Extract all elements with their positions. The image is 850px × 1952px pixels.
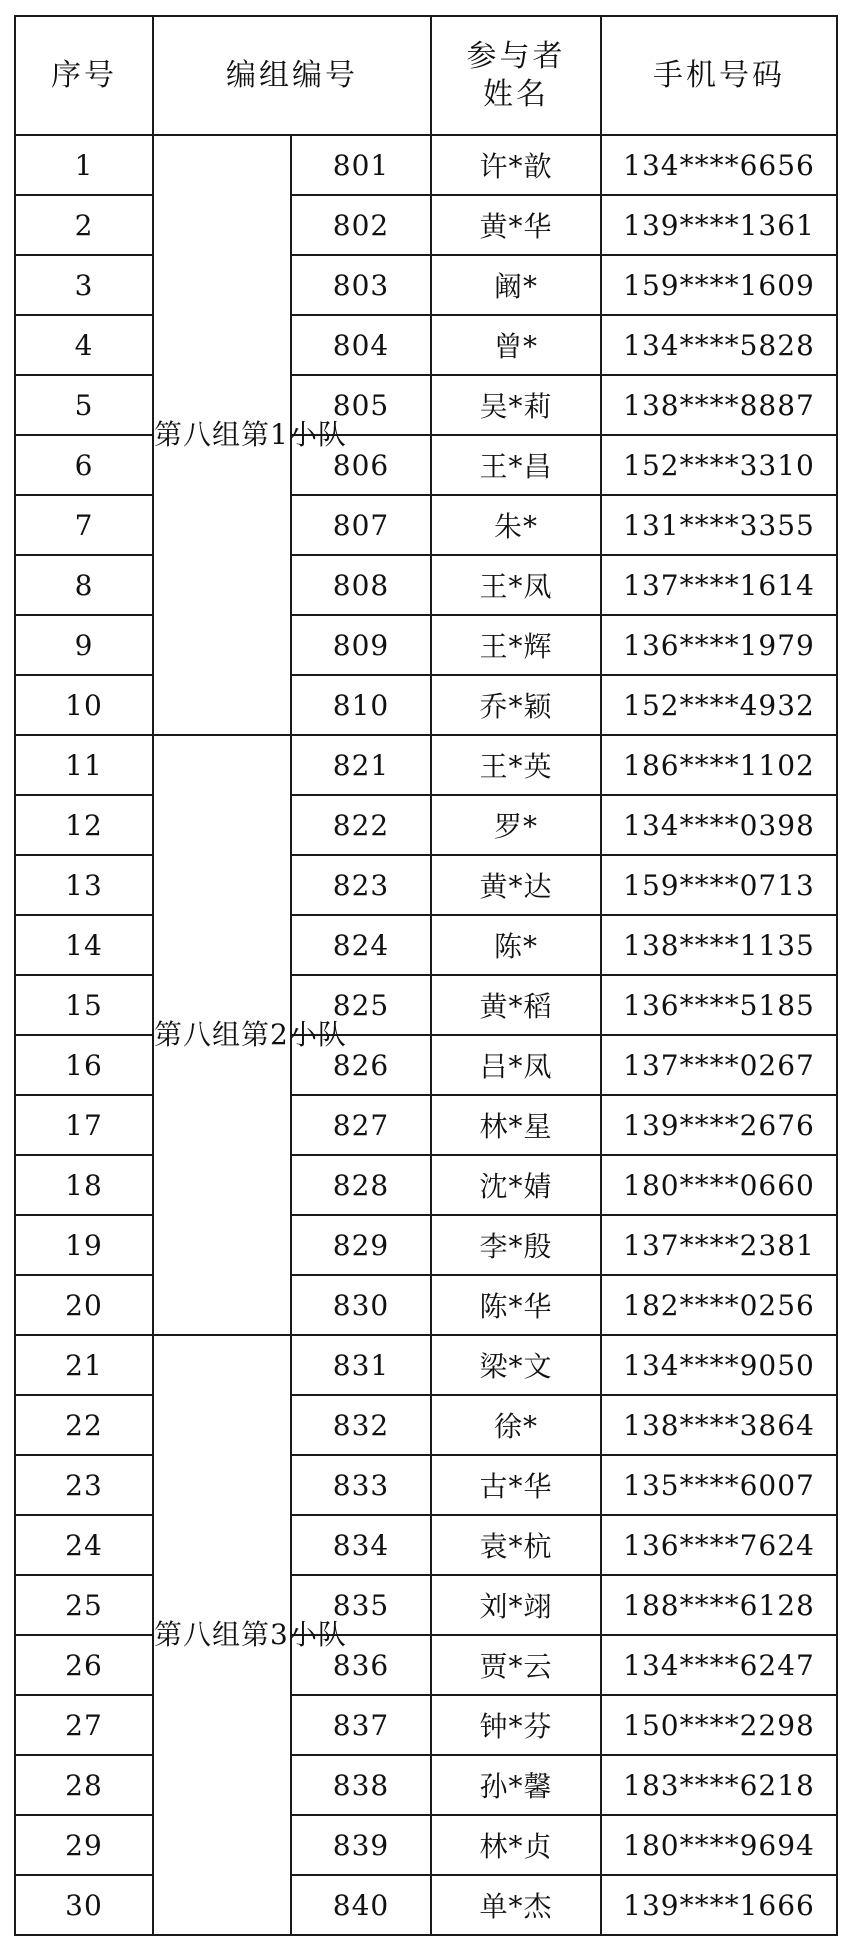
table-row	[15, 615, 837, 675]
row-seq: 24	[15, 1515, 153, 1575]
row-name: 黄*稻	[431, 975, 601, 1035]
row-phone: 134****0398	[601, 795, 837, 855]
row-name: 吕*凤	[431, 1035, 601, 1095]
row-code: 830	[291, 1275, 431, 1335]
row-code: 839	[291, 1815, 431, 1875]
row-code: 828	[291, 1155, 431, 1215]
row-phone: 134****5828	[601, 315, 837, 375]
row-seq: 7	[15, 495, 153, 555]
row-name: 曾*	[431, 315, 601, 375]
table-row	[15, 1515, 837, 1575]
row-phone: 139****1666	[601, 1875, 837, 1935]
row-seq: 16	[15, 1035, 153, 1095]
row-phone: 134****6247	[601, 1635, 837, 1695]
row-code: 801	[291, 135, 431, 195]
row-code: 829	[291, 1215, 431, 1275]
row-code: 804	[291, 315, 431, 375]
row-code: 831	[291, 1335, 431, 1395]
row-name: 钟*芬	[431, 1695, 601, 1755]
row-code: 809	[291, 615, 431, 675]
row-seq: 22	[15, 1395, 153, 1455]
squad-label: 第八组第1小队	[153, 135, 291, 735]
row-code: 835	[291, 1575, 431, 1635]
row-seq: 5	[15, 375, 153, 435]
row-code: 807	[291, 495, 431, 555]
row-code: 824	[291, 915, 431, 975]
row-name: 阚*	[431, 255, 601, 315]
row-name: 黄*华	[431, 195, 601, 255]
row-seq: 23	[15, 1455, 153, 1515]
row-seq: 13	[15, 855, 153, 915]
row-phone: 134****6656	[601, 135, 837, 195]
table-row	[15, 1395, 837, 1455]
table-row	[15, 195, 837, 255]
row-phone: 183****6218	[601, 1755, 837, 1815]
table-row	[15, 1335, 837, 1395]
row-name: 乔*颖	[431, 675, 601, 735]
row-name: 古*华	[431, 1455, 601, 1515]
row-name: 吴*莉	[431, 375, 601, 435]
table-row	[15, 1575, 837, 1635]
row-name: 沈*婧	[431, 1155, 601, 1215]
row-phone: 137****2381	[601, 1215, 837, 1275]
header-phone: 手机号码	[601, 16, 837, 135]
table-row	[15, 915, 837, 975]
row-phone: 138****3864	[601, 1395, 837, 1455]
row-code: 821	[291, 735, 431, 795]
row-name: 袁*杭	[431, 1515, 601, 1575]
table-row	[15, 495, 837, 555]
row-code: 838	[291, 1755, 431, 1815]
row-seq: 28	[15, 1755, 153, 1815]
row-code: 833	[291, 1455, 431, 1515]
row-seq: 11	[15, 735, 153, 795]
row-code: 808	[291, 555, 431, 615]
row-phone: 159****0713	[601, 855, 837, 915]
table-row	[15, 855, 837, 915]
table-row	[15, 255, 837, 315]
row-phone: 139****2676	[601, 1095, 837, 1155]
row-code: 834	[291, 1515, 431, 1575]
row-code: 806	[291, 435, 431, 495]
row-phone: 152****4932	[601, 675, 837, 735]
table-row	[15, 735, 837, 795]
row-code: 823	[291, 855, 431, 915]
row-seq: 8	[15, 555, 153, 615]
row-name: 陈*华	[431, 1275, 601, 1335]
row-seq: 4	[15, 315, 153, 375]
row-seq: 12	[15, 795, 153, 855]
row-phone: 136****5185	[601, 975, 837, 1035]
row-phone: 150****2298	[601, 1695, 837, 1755]
table-row	[15, 375, 837, 435]
row-seq: 29	[15, 1815, 153, 1875]
table-row	[15, 1815, 837, 1875]
row-seq: 14	[15, 915, 153, 975]
row-code: 822	[291, 795, 431, 855]
row-code: 832	[291, 1395, 431, 1455]
row-name: 王*英	[431, 735, 601, 795]
row-name: 贾*云	[431, 1635, 601, 1695]
table-row	[15, 555, 837, 615]
table-row	[15, 1155, 837, 1215]
row-phone: 188****6128	[601, 1575, 837, 1635]
row-phone: 182****0256	[601, 1275, 837, 1335]
table-row	[15, 435, 837, 495]
row-name: 徐*	[431, 1395, 601, 1455]
row-seq: 20	[15, 1275, 153, 1335]
table-row	[15, 1455, 837, 1515]
row-seq: 30	[15, 1875, 153, 1935]
table-row	[15, 675, 837, 735]
row-code: 837	[291, 1695, 431, 1755]
row-seq: 9	[15, 615, 153, 675]
header-group: 编组编号	[153, 16, 431, 135]
table-row	[15, 975, 837, 1035]
row-code: 810	[291, 675, 431, 735]
squad-label: 第八组第2小队	[153, 735, 291, 1335]
squad-label: 第八组第3小队	[153, 1335, 291, 1935]
table-row	[15, 1275, 837, 1335]
row-phone: 152****3310	[601, 435, 837, 495]
row-seq: 19	[15, 1215, 153, 1275]
row-name: 王*辉	[431, 615, 601, 675]
row-phone: 180****0660	[601, 1155, 837, 1215]
row-seq: 26	[15, 1635, 153, 1695]
row-name: 王*昌	[431, 435, 601, 495]
header-name-line1: 参与者	[466, 38, 566, 74]
table-row	[15, 1095, 837, 1155]
row-seq: 18	[15, 1155, 153, 1215]
table-row	[15, 1035, 837, 1095]
row-seq: 1	[15, 135, 153, 195]
header-name	[431, 16, 601, 135]
row-phone: 180****9694	[601, 1815, 837, 1875]
row-phone: 135****6007	[601, 1455, 837, 1515]
row-code: 803	[291, 255, 431, 315]
row-seq: 17	[15, 1095, 153, 1155]
table-row	[15, 1755, 837, 1815]
row-code: 825	[291, 975, 431, 1035]
row-phone: 138****8887	[601, 375, 837, 435]
row-name: 罗*	[431, 795, 601, 855]
row-code: 840	[291, 1875, 431, 1935]
header-seq: 序号	[15, 16, 153, 135]
table-row	[15, 315, 837, 375]
row-name: 李*殷	[431, 1215, 601, 1275]
row-seq: 6	[15, 435, 153, 495]
row-name: 王*凤	[431, 555, 601, 615]
table-row	[15, 1635, 837, 1695]
row-name: 梁*文	[431, 1335, 601, 1395]
row-name: 陈*	[431, 915, 601, 975]
row-name: 林*星	[431, 1095, 601, 1155]
row-phone: 137****0267	[601, 1035, 837, 1095]
row-name: 孙*馨	[431, 1755, 601, 1815]
row-seq: 3	[15, 255, 153, 315]
row-phone: 136****1979	[601, 615, 837, 675]
row-name: 朱*	[431, 495, 601, 555]
row-phone: 137****1614	[601, 555, 837, 615]
header-name-line2: 姓名	[483, 76, 549, 112]
table-row	[15, 795, 837, 855]
row-name: 黄*达	[431, 855, 601, 915]
row-code: 802	[291, 195, 431, 255]
row-seq: 2	[15, 195, 153, 255]
row-seq: 25	[15, 1575, 153, 1635]
row-phone: 159****1609	[601, 255, 837, 315]
row-phone: 134****9050	[601, 1335, 837, 1395]
row-code: 805	[291, 375, 431, 435]
roster-table	[14, 15, 838, 1936]
row-seq: 10	[15, 675, 153, 735]
row-seq: 21	[15, 1335, 153, 1395]
row-name: 许*歆	[431, 135, 601, 195]
table-header-row	[15, 16, 837, 135]
table-row	[15, 135, 837, 195]
row-seq: 15	[15, 975, 153, 1035]
row-code: 827	[291, 1095, 431, 1155]
row-code: 836	[291, 1635, 431, 1695]
row-phone: 139****1361	[601, 195, 837, 255]
row-name: 单*杰	[431, 1875, 601, 1935]
row-phone: 136****7624	[601, 1515, 837, 1575]
roster-table-container	[14, 15, 838, 1936]
row-name: 刘*翊	[431, 1575, 601, 1635]
roster-body	[15, 135, 837, 1935]
table-row	[15, 1875, 837, 1935]
row-code: 826	[291, 1035, 431, 1095]
table-row	[15, 1695, 837, 1755]
row-phone: 186****1102	[601, 735, 837, 795]
row-seq: 27	[15, 1695, 153, 1755]
row-name: 林*贞	[431, 1815, 601, 1875]
row-phone: 138****1135	[601, 915, 837, 975]
table-row	[15, 1215, 837, 1275]
row-phone: 131****3355	[601, 495, 837, 555]
